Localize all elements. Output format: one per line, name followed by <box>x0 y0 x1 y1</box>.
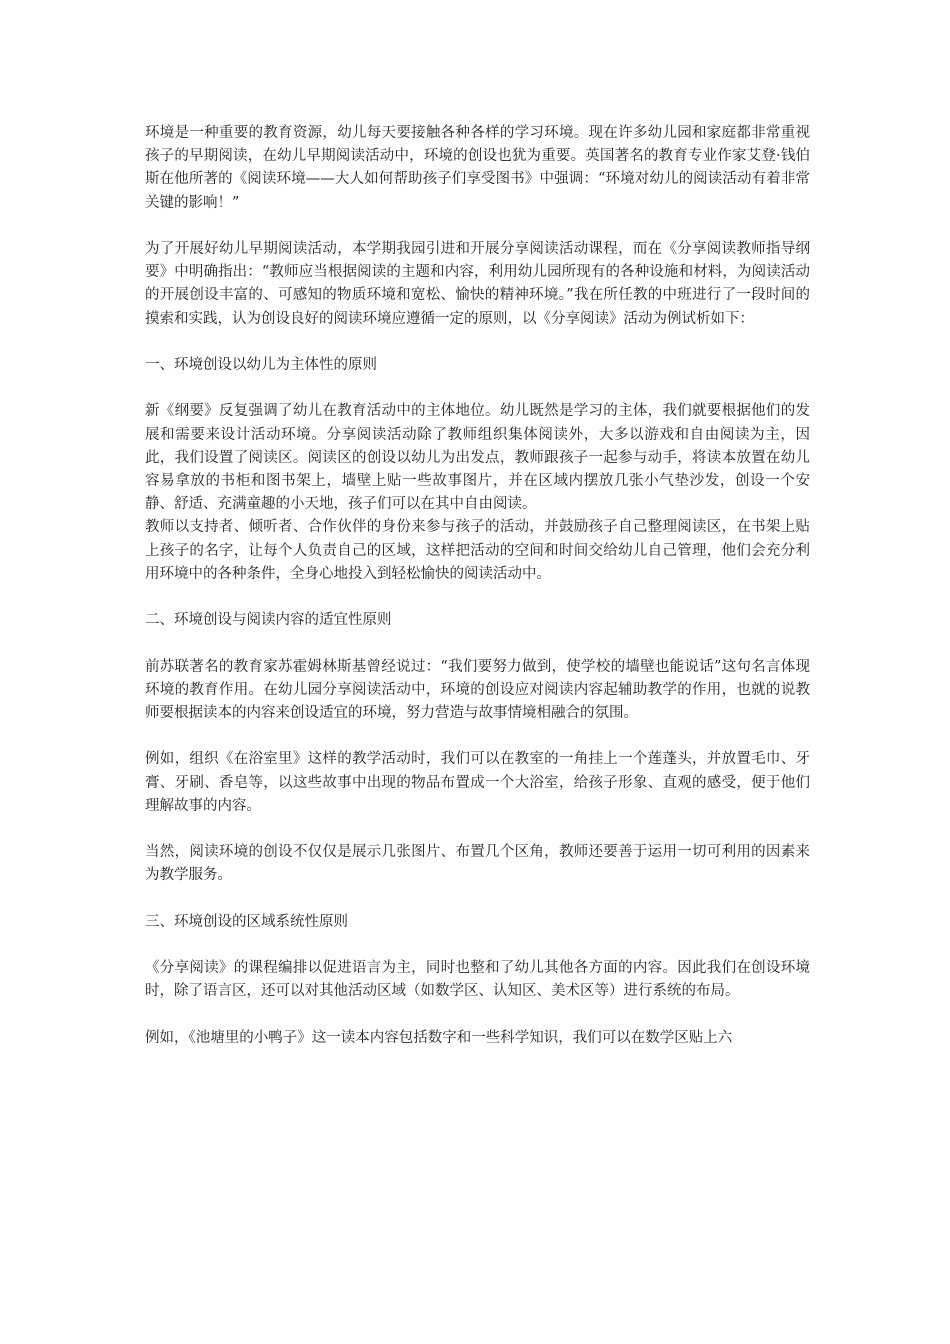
paragraph-section3-b: 例如，《池塘里的小鸭子》这一读本内容包括数字和一些科学知识，我们可以在数学区贴上六 <box>145 1029 733 1046</box>
document-body <box>145 122 810 1073</box>
paragraph-section2-c: 当然，阅读环境的创设不仅仅是展示几张图片、布置几个区角，教师还要善于运用一切可利用的因素来为教学服务。 <box>145 844 810 884</box>
paragraph-section2-b: 例如，组织《在浴室里》这样的教学活动时，我们可以在教室的一角挂上一个莲蓬头，并放置毛巾、牙膏、牙刷、香皂等，以这些故事中出现的物品布置成一个大浴室，给孩子形象、直观的感受，便于他们理解故事的内容。 <box>145 751 810 814</box>
paragraph-section2-a: 前苏联著名的教育家苏霍姆林斯基曾经说过：“我们要努力做到，使学校的墙壁也能说话”这句名言体现环境的教育作用。在幼儿园分享阅读活动中，环境的创设应对阅读内容起辅助教学的作用，也就的说教师要根据读本的内容来创设适宜的环境，努力营造与故事情境相融合的氛围。 <box>145 658 810 721</box>
section-heading-3: 三、环境创设的区域系统性原则 <box>145 913 348 930</box>
section-heading-2: 二、环境创设与阅读内容的适宜性原则 <box>145 612 392 629</box>
paragraph-section3-a: 《分享阅读》的课程编排以促进语言为主，同时也整和了幼儿其他各方面的内容。因此我们在创设环境时，除了语言区，还可以对其他活动区域（如数学区、认知区、美术区等）进行系统的布局。 <box>145 960 810 1000</box>
paragraph-intro: 环境是一种重要的教育资源，幼儿每天要接触各种各样的学习环境。现在许多幼儿园和家庭都非常重视孩子的早期阅读，在幼儿早期阅读活动中，环境的创设也犹为重要。英国著名的教育专业作家艾登·钱伯斯在他所著的《阅读环境——大人如何帮助孩子们享受图书》中强调：“环境对幼儿的阅读活动有着非常关键的影响！” <box>145 125 810 211</box>
paragraph-background: 为了开展好幼儿早期阅读活动，本学期我园引进和开展分享阅读活动课程，而在《分享阅读教师指导纲要》中明确指出：“教师应当根据阅读的主题和内容，利用幼儿园所现有的各种设施和材料，为阅读活动的开展创设丰富的、可感知的物质环境和宽松、愉快的精神环境。”我在所任教的中班进行了一段时间的摸索和实践，认为创设良好的阅读环境应遵循一定的原则，以《分享阅读》活动为例试析如下： <box>145 241 810 327</box>
paragraph-section1-b: 教师以支持者、倾听者、合作伙伴的身份来参与孩子的活动，并鼓励孩子自己整理阅读区，在书架上贴上孩子的名字，让每个人负责自己的区域，这样把活动的空间和时间交给幼儿自己管理，他们会充分利用环境中的各种条件，全身心地投入到轻松愉快的阅读活动中。 <box>145 519 810 582</box>
paragraph-section1-a: 新《纲要》反复强调了幼儿在教育活动中的主体地位。幼儿既然是学习的主体，我们就要根据他们的发展和需要来设计活动环境。分享阅读活动除了教师组织集体阅读外，大多以游戏和自由阅读为主，因此，我们设置了阅读区。阅读区的创设以幼儿为出发点，教师跟孩子一起参与动手，将读本放置在幼儿容易拿放的书柜和图书架上，墙壁上贴一些故事图片，并在区域内摆放几张小气垫沙发，创设一个安静、舒适、充满童趣的小天地，孩子们可以在其中自由阅读。 <box>145 403 810 513</box>
section-heading-1: 一、环境创设以幼儿为主体性的原则 <box>145 357 377 373</box>
